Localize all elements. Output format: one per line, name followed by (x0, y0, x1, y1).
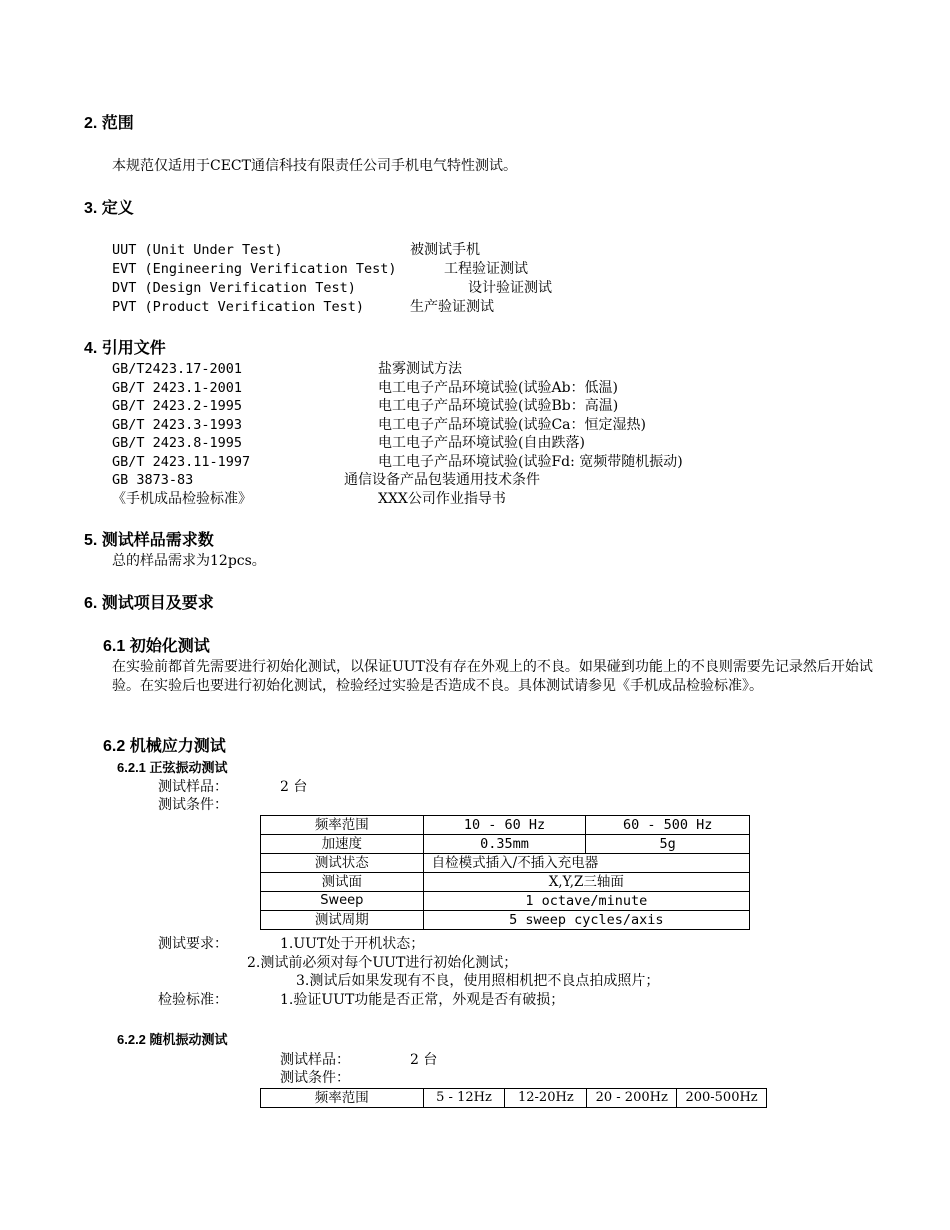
reference-title: 电工电子产品环境试验(试验Ca：恒定湿热) (378, 417, 646, 433)
section-2-text: 本规范仅适用于CECT通信科技有限责任公司手机电气特性测试。 (112, 158, 517, 174)
table-row (261, 816, 750, 835)
reference-title: 电工电子产品环境试验(试验Bb：高温) (378, 398, 619, 414)
section-5-heading: 5. 测试样品需求数 (84, 532, 214, 549)
table-cell: 60 - 500 Hz (586, 816, 750, 835)
table-row (261, 1089, 767, 1108)
definition-term: DVT (Design Verification Test) (112, 280, 356, 296)
table-row (261, 892, 750, 911)
definition-meaning: 设计验证测试 (468, 280, 552, 296)
definition-term: PVT (Product Verification Test) (112, 299, 364, 315)
table-cell: 10 - 60 Hz (423, 816, 586, 835)
reference-code: GB 3873-83 (112, 472, 194, 488)
table-cell: 20 - 200Hz (587, 1089, 677, 1108)
random-vibration-table (260, 1088, 767, 1108)
table-row (261, 911, 750, 930)
table-cell: 5 sweep cycles/axis (423, 911, 749, 930)
table-cell: 5g (586, 835, 750, 854)
table-row (261, 835, 750, 854)
section-3-heading: 3. 定义 (84, 200, 134, 217)
table-cell: 5 - 12Hz (423, 1089, 505, 1108)
reference-title: 电工电子产品环境试验(试验Fd: 宽频带随机振动) (378, 454, 683, 470)
section-6-2-2-heading: 6.2.2 随机振动测试 (117, 1032, 228, 1047)
table-cell: 频率范围 (261, 816, 424, 835)
sample-value: 2 台 (410, 1052, 438, 1068)
condition-label: 测试条件： (280, 1070, 350, 1086)
requirement-label: 测试要求： (158, 936, 228, 952)
section-2-heading: 2. 范围 (84, 115, 134, 132)
reference-title: 电工电子产品环境试验(试验Ab：低温) (378, 380, 618, 396)
reference-code: GB/T 2423.11-1997 (112, 454, 251, 470)
section-6-2-heading: 6.2 机械应力测试 (103, 738, 226, 755)
sample-label: 测试样品： (158, 779, 228, 795)
section-6-2-1-heading: 6.2.1 正弦振动测试 (117, 760, 228, 775)
definition-meaning: 生产验证测试 (410, 299, 494, 315)
reference-title: 通信设备产品包装通用技术条件 (344, 472, 540, 488)
condition-label: 测试条件： (158, 797, 228, 813)
table-cell: Sweep (261, 892, 424, 911)
section-6-heading: 6. 测试项目及要求 (84, 595, 214, 612)
definition-term: UUT (Unit Under Test) (112, 242, 283, 258)
standard-item: 1.验证UUT功能是否正常，外观是否有破损； (280, 992, 565, 1008)
section-4-heading: 4. 引用文件 (84, 340, 166, 357)
table-cell: 1 octave/minute (423, 892, 749, 911)
sine-vibration-table (260, 815, 750, 930)
table-cell: 测试面 (261, 873, 424, 892)
reference-title: XXX公司作业指导书 (378, 491, 506, 507)
section-6-1-heading: 6.1 初始化测试 (103, 638, 210, 655)
requirement-item: 3.测试后如果发现有不良，使用照相机把不良点拍成照片； (296, 973, 660, 989)
reference-code: GB/T 2423.8-1995 (112, 435, 243, 451)
section-5-text: 总的样品需求为12pcs。 (112, 553, 266, 569)
reference-title: 电工电子产品环境试验(自由跌落) (378, 435, 585, 451)
definition-meaning: 工程验证测试 (444, 261, 528, 277)
standard-label: 检验标准： (158, 992, 228, 1008)
section-6-1-text: 在实验前都首先需要进行初始化测试，以保证UUT没有存在外观上的不良。如果碰到功能上的不良则需要先记录然后开始试验。在实验后也要进行初始化测试，检验经过实验是否造成不良。具体测试请参见《手机成品检验标准》。 (112, 659, 873, 694)
table-cell: 12-20Hz (505, 1089, 587, 1108)
table-cell: 自检模式插入/不插入充电器 (423, 854, 749, 873)
requirement-item: 2.测试前必须对每个UUT进行初始化测试； (247, 955, 518, 971)
table-cell: 测试状态 (261, 854, 424, 873)
reference-code: 《手机成品检验标准》 (112, 491, 252, 507)
requirement-item: 1.UUT处于开机状态； (280, 936, 425, 952)
table-cell: 0.35mm (423, 835, 586, 854)
table-row (261, 854, 750, 873)
reference-code: GB/T 2423.3-1993 (112, 417, 243, 433)
reference-code: GB/T 2423.1-2001 (112, 380, 243, 396)
definition-meaning: 被测试手机 (410, 242, 480, 258)
reference-code: GB/T2423.17-2001 (112, 361, 243, 377)
definition-term: EVT (Engineering Verification Test) (112, 261, 397, 277)
table-cell: 加速度 (261, 835, 424, 854)
table-cell: 测试周期 (261, 911, 424, 930)
table-cell: X,Y,Z三轴面 (423, 873, 749, 892)
table-row (261, 873, 750, 892)
reference-code: GB/T 2423.2-1995 (112, 398, 243, 414)
sample-value: 2 台 (280, 779, 308, 795)
sample-label: 测试样品： (280, 1052, 350, 1068)
table-cell: 200-500Hz (677, 1089, 767, 1108)
reference-title: 盐雾测试方法 (378, 361, 462, 377)
table-cell: 频率范围 (261, 1089, 424, 1108)
